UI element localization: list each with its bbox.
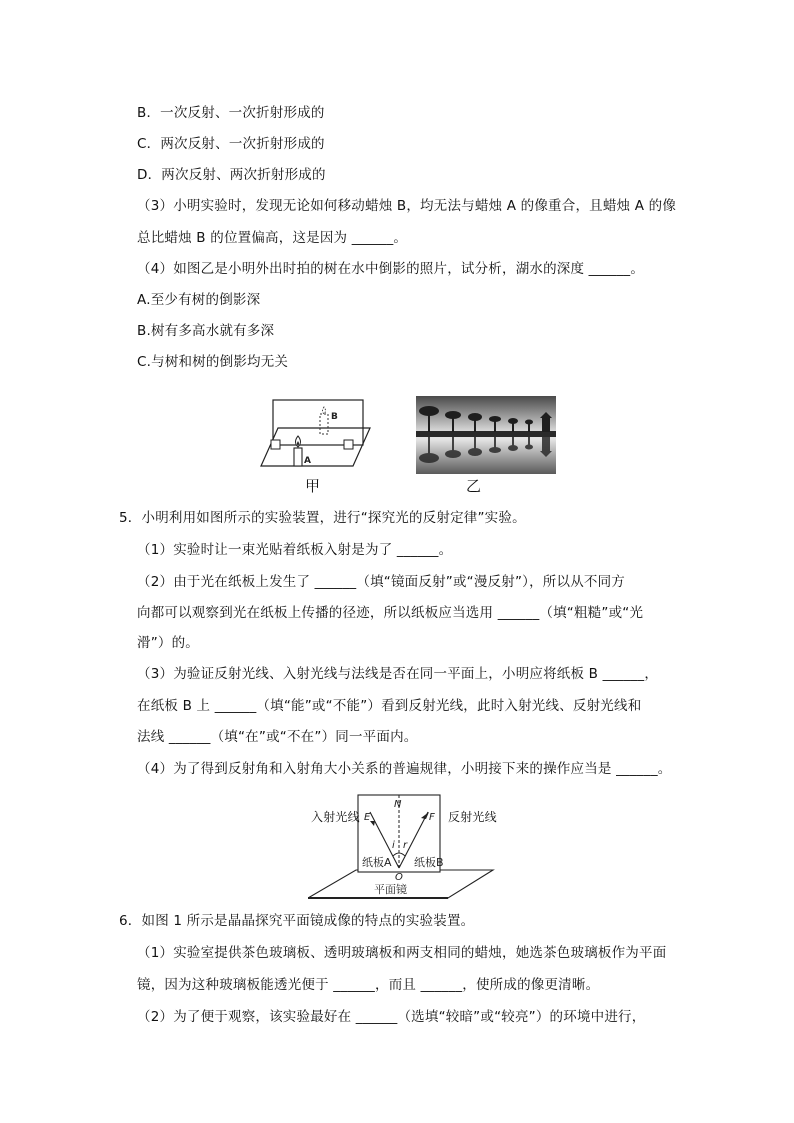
label-a: A	[304, 456, 311, 466]
q5-2-line1: （2）由于光在纸板上发生了 ______（填“镜面反射”或“漫反射”），所以从不同方	[137, 574, 626, 590]
reflected-ray-label: 反射光线	[448, 810, 497, 824]
incident-ray-label: 入射光线	[311, 810, 360, 824]
label-b: B	[331, 412, 338, 422]
q4-4-option-b: B.树有多高水就有多深	[137, 323, 275, 339]
q6-1-line2: 镜，因为这种玻璃板能透光便于 ______，而且 ______，使所成的像更清晰。	[137, 977, 600, 993]
q5-2-line3: 滑”）的。	[137, 635, 199, 651]
option-d: D．两次反射、两次折射形成的	[137, 167, 326, 183]
caption-jia: 甲	[305, 477, 321, 495]
q5-3-line1: （3）为验证反射光线、入射光线与法线是否在同一平面上，小明应将纸板 B ______，	[137, 666, 659, 682]
figure-yi-photo	[416, 396, 556, 474]
q4-3-line2: 总比蜡烛 B 的位置偏高，这是因为 ______。	[137, 230, 408, 246]
q4-4-option-a: A.至少有树的倒影深	[137, 292, 261, 308]
figure-jia	[258, 398, 378, 473]
q6-2: （2）为了便于观察，该实验最好在 ______（选填“较暗”或“较亮”）的环境中进行，	[137, 1009, 646, 1025]
q4-4: （4）如图乙是小明外出时拍的树在水中倒影的照片，试分析，湖水的深度 ______。	[137, 261, 645, 277]
board-b-label: 纸板B	[414, 856, 444, 869]
q6-stem: 6．如图 1 所示是晶晶探究平面镜成像的特点的实验装置。	[119, 913, 475, 929]
option-b: B．一次反射、一次折射形成的	[137, 105, 325, 121]
q5-1: （1）实验时让一束光贴着纸板入射是为了 ______。	[137, 542, 453, 558]
o-label: O	[395, 872, 403, 883]
caption-yi: 乙	[466, 477, 482, 495]
f-label: F	[429, 812, 435, 823]
e-label: E	[364, 812, 371, 823]
figure-reflection-experiment	[308, 790, 498, 902]
q5-3-line2: 在纸板 B 上 ______（填“能”或“不能”）看到反射光线，此时入射光线、反射光线和	[137, 698, 642, 714]
q4-4-option-c: C.与树和树的倒影均无关	[137, 354, 289, 370]
q5-stem: 5．小明利用如图所示的实验装置，进行“探究光的反射定律”实验。	[119, 510, 526, 526]
board-a-label: 纸板A	[362, 856, 392, 869]
q4-3-line1: （3）小明实验时，发现无论如何移动蜡烛 B，均无法与蜡烛 A 的像重合，且蜡烛 A 的像	[137, 198, 677, 214]
q5-2-line2: 向都可以观察到光在纸板上传播的径迹，所以纸板应当选用 ______（填“粗糙”或“光	[137, 605, 644, 621]
normal-label: N	[394, 799, 402, 810]
option-c: C．两次反射、一次折射形成的	[137, 136, 325, 152]
i-label: i	[392, 840, 395, 851]
q6-1-line1: （1）实验室提供茶色玻璃板、透明玻璃板和两支相同的蜡烛，她选茶色玻璃板作为平面	[137, 945, 667, 961]
q5-3-line3: 法线 ______（填“在”或“不在”）同一平面内。	[137, 729, 418, 745]
r-label: r	[403, 840, 408, 851]
q5-4: （4）为了得到反射角和入射角大小关系的普遍规律，小明接下来的操作应当是 ______。	[137, 761, 672, 777]
mirror-label: 平面镜	[374, 883, 407, 896]
